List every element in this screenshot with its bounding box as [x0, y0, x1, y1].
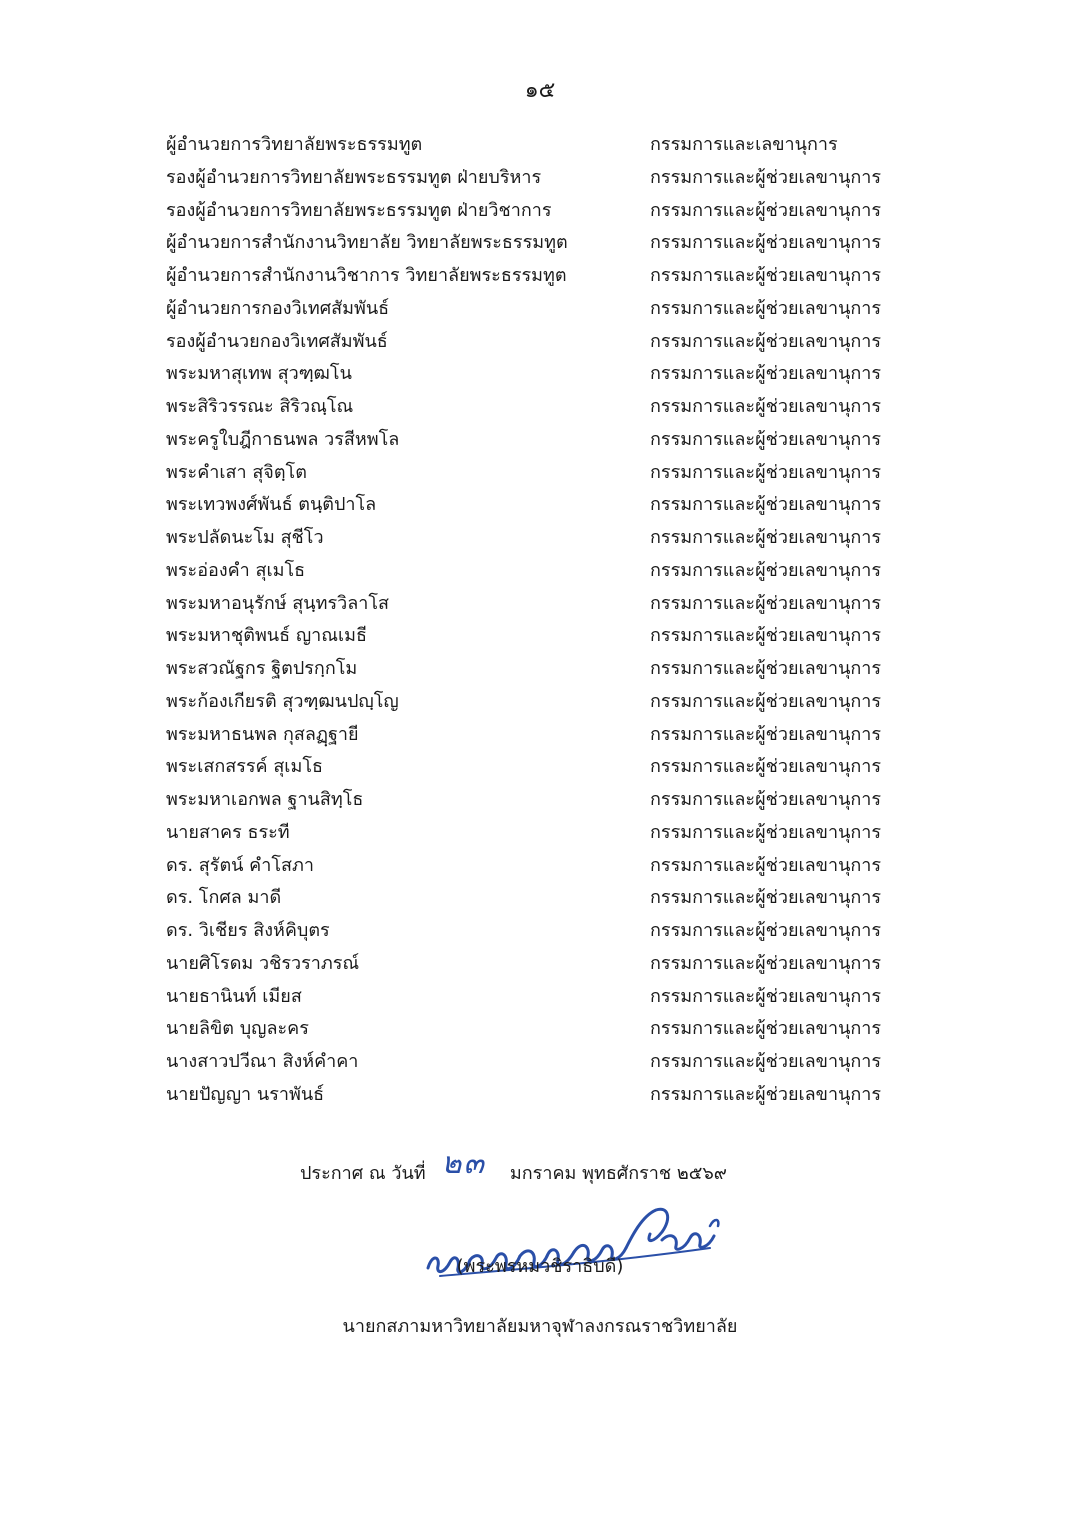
committee-member-row [166, 817, 926, 850]
member-name: นางสาวปวีณา สิงห์คำคา [166, 1051, 359, 1072]
member-role: กรรมการและผู้ช่วยเลขานุการ [650, 1051, 882, 1072]
committee-member-row [166, 784, 926, 817]
committee-member-row [166, 588, 926, 621]
member-role: กรรมการและผู้ช่วยเลขานุการ [650, 952, 882, 974]
member-name: รองผู้อำนวยการวิทยาลัยพระธรรมทูต ฝ่ายวิชาการ [166, 199, 552, 221]
committee-member-row [166, 293, 926, 326]
member-role: กรรมการและผู้ช่วยเลขานุการ [650, 756, 882, 778]
member-role: กรรมการและเลขานุการ [650, 134, 838, 155]
committee-member-row [166, 391, 926, 424]
member-role: กรรมการและผู้ช่วยเลขานุการ [650, 985, 882, 1007]
committee-member-row [166, 653, 926, 686]
member-role: กรรมการและผู้ช่วยเลขานุการ [650, 461, 882, 483]
page-number: ๑๕ [524, 78, 556, 103]
committee-member-row [166, 195, 926, 228]
announcement-label: ประกาศ ณ วันที่ [300, 1163, 426, 1184]
member-role: กรรมการและผู้ช่วยเลขานุการ [650, 428, 882, 450]
committee-member-row [166, 227, 926, 260]
committee-member-row [166, 1046, 926, 1079]
committee-member-row [166, 424, 926, 457]
member-name: นายลิขิต บุญละคร [166, 1018, 309, 1040]
member-name: ดร. โกศล มาดี [166, 887, 282, 909]
announcement-month-year: มกราคม พุทธศักราช ๒๕๖๙ [509, 1163, 727, 1184]
member-name: ผู้อำนวยการสำนักงานวิทยาลัย วิทยาลัยพระธรรมทูต [166, 232, 568, 254]
member-role: กรรมการและผู้ช่วยเลขานุการ [650, 690, 882, 712]
signature-area [400, 1196, 760, 1296]
member-name: พระคำเสา สุจิตฺโต [166, 461, 307, 483]
member-role: กรรมการและผู้ช่วยเลขานุการ [650, 789, 882, 810]
member-name: ผู้อำนวยการสำนักงานวิชาการ วิทยาลัยพระธรรมทูต [166, 265, 567, 286]
member-name: ผู้อำนวยการกองวิเทศสัมพันธ์ [166, 297, 390, 319]
member-name: พระครูใบฎีกาธนพล วรสีหพโล [166, 428, 400, 450]
committee-member-row [166, 1013, 926, 1046]
member-role: กรรมการและผู้ช่วยเลขานุการ [650, 625, 882, 647]
member-role: กรรมการและผู้ช่วยเลขานุการ [650, 920, 882, 941]
member-role: กรรมการและผู้ช่วยเลขานุการ [650, 330, 882, 352]
committee-member-row [166, 457, 926, 490]
member-name: พระสวณัฐกร ฐิตปรกฺกโม [166, 658, 358, 679]
member-name: นายสาคร ธระที [166, 821, 290, 843]
member-name: ดร. สุรัตน์ คำโสภา [166, 854, 314, 876]
committee-member-row [166, 489, 926, 522]
member-role: กรรมการและผู้ช่วยเลขานุการ [650, 559, 882, 581]
member-name: รองผู้อำนวยกองวิเทศสัมพันธ์ [166, 330, 388, 352]
member-name: พระเทวพงศ์พันธ์ ตนฺติปาโล [166, 494, 377, 516]
committee-member-row [166, 522, 926, 555]
committee-member-row [166, 1079, 926, 1112]
committee-member-row [166, 915, 926, 948]
member-role: กรรมการและผู้ช่วยเลขานุการ [650, 658, 882, 679]
member-role: กรรมการและผู้ช่วยเลขานุการ [650, 297, 882, 319]
member-role: กรรมการและผู้ช่วยเลขานุการ [650, 723, 882, 745]
member-name: พระมหาธนพล กุสลฏฺฐายี [166, 723, 359, 745]
committee-member-row [166, 260, 926, 293]
member-name: พระปลัดนะโม สุชีโว [166, 527, 324, 548]
committee-member-row [166, 686, 926, 719]
member-name: นายศิโรดม วชิรวราภรณ์ [166, 952, 360, 974]
committee-member-row [166, 981, 926, 1014]
member-role: กรรมการและผู้ช่วยเลขานุการ [650, 363, 882, 385]
committee-member-row [166, 555, 926, 588]
committee-member-row [166, 719, 926, 752]
member-name: พระอ่องคำ สุเมโธ [166, 559, 306, 581]
signer-name: (พระพรหมวชิราธิบดี) [456, 1256, 624, 1277]
member-name: พระมหาเอกพล ฐานสิทฺโธ [166, 789, 364, 810]
member-role: กรรมการและผู้ช่วยเลขานุการ [650, 232, 882, 254]
committee-member-row [166, 882, 926, 915]
handwritten-day: ๒๓ [441, 1146, 486, 1181]
member-name: ดร. วิเชียร สิงห์คิบุตร [166, 920, 330, 941]
committee-member-row [166, 948, 926, 981]
member-role: กรรมการและผู้ช่วยเลขานุการ [650, 396, 882, 417]
committee-member-row [166, 850, 926, 883]
member-role: กรรมการและผู้ช่วยเลขานุการ [650, 166, 882, 188]
member-name: พระมหาสุเทพ สุวฑฺฒโน [166, 363, 352, 385]
announcement-date-line [300, 1146, 727, 1193]
member-role: กรรมการและผู้ช่วยเลขานุการ [650, 1083, 882, 1105]
member-name: นายธานินท์ เมียส [166, 985, 302, 1007]
member-role: กรรมการและผู้ช่วยเลขานุการ [650, 199, 882, 221]
member-role: กรรมการและผู้ช่วยเลขานุการ [650, 265, 882, 286]
member-role: กรรมการและผู้ช่วยเลขานุการ [650, 527, 882, 548]
member-role: กรรมการและผู้ช่วยเลขานุการ [650, 821, 882, 843]
signer-title: นายกสภามหาวิทยาลัยมหาจุฬาลงกรณราชวิทยาลัย [342, 1316, 738, 1337]
committee-member-row [166, 620, 926, 653]
committee-member-row [166, 162, 926, 195]
member-name: พระมหาชุติพนธ์ ญาณเมธี [166, 625, 367, 647]
committee-member-list [166, 129, 926, 1112]
member-name: พระเสกสรรค์ สุเมโธ [166, 756, 323, 778]
member-name: นายปัญญา นราพันธ์ [166, 1083, 325, 1105]
committee-member-row [166, 751, 926, 784]
committee-member-row [166, 326, 926, 359]
member-role: กรรมการและผู้ช่วยเลขานุการ [650, 887, 882, 909]
committee-member-row [166, 358, 926, 391]
member-name: พระสิริวรรณะ สิริวณฺโณ [166, 396, 354, 417]
member-name: รองผู้อำนวยการวิทยาลัยพระธรรมทูต ฝ่ายบริหาร [166, 166, 542, 188]
committee-member-row [166, 129, 926, 162]
member-role: กรรมการและผู้ช่วยเลขานุการ [650, 494, 882, 516]
member-name: พระก้องเกียรติ สุวฑฺฒนปญฺโญ [166, 690, 399, 712]
member-name: พระมหาอนุรักษ์ สุนฺทรวิลาโส [166, 592, 390, 614]
member-role: กรรมการและผู้ช่วยเลขานุการ [650, 1018, 882, 1040]
member-role: กรรมการและผู้ช่วยเลขานุการ [650, 592, 882, 614]
member-role: กรรมการและผู้ช่วยเลขานุการ [650, 854, 882, 876]
member-name: ผู้อำนวยการวิทยาลัยพระธรรมทูต [166, 134, 423, 155]
